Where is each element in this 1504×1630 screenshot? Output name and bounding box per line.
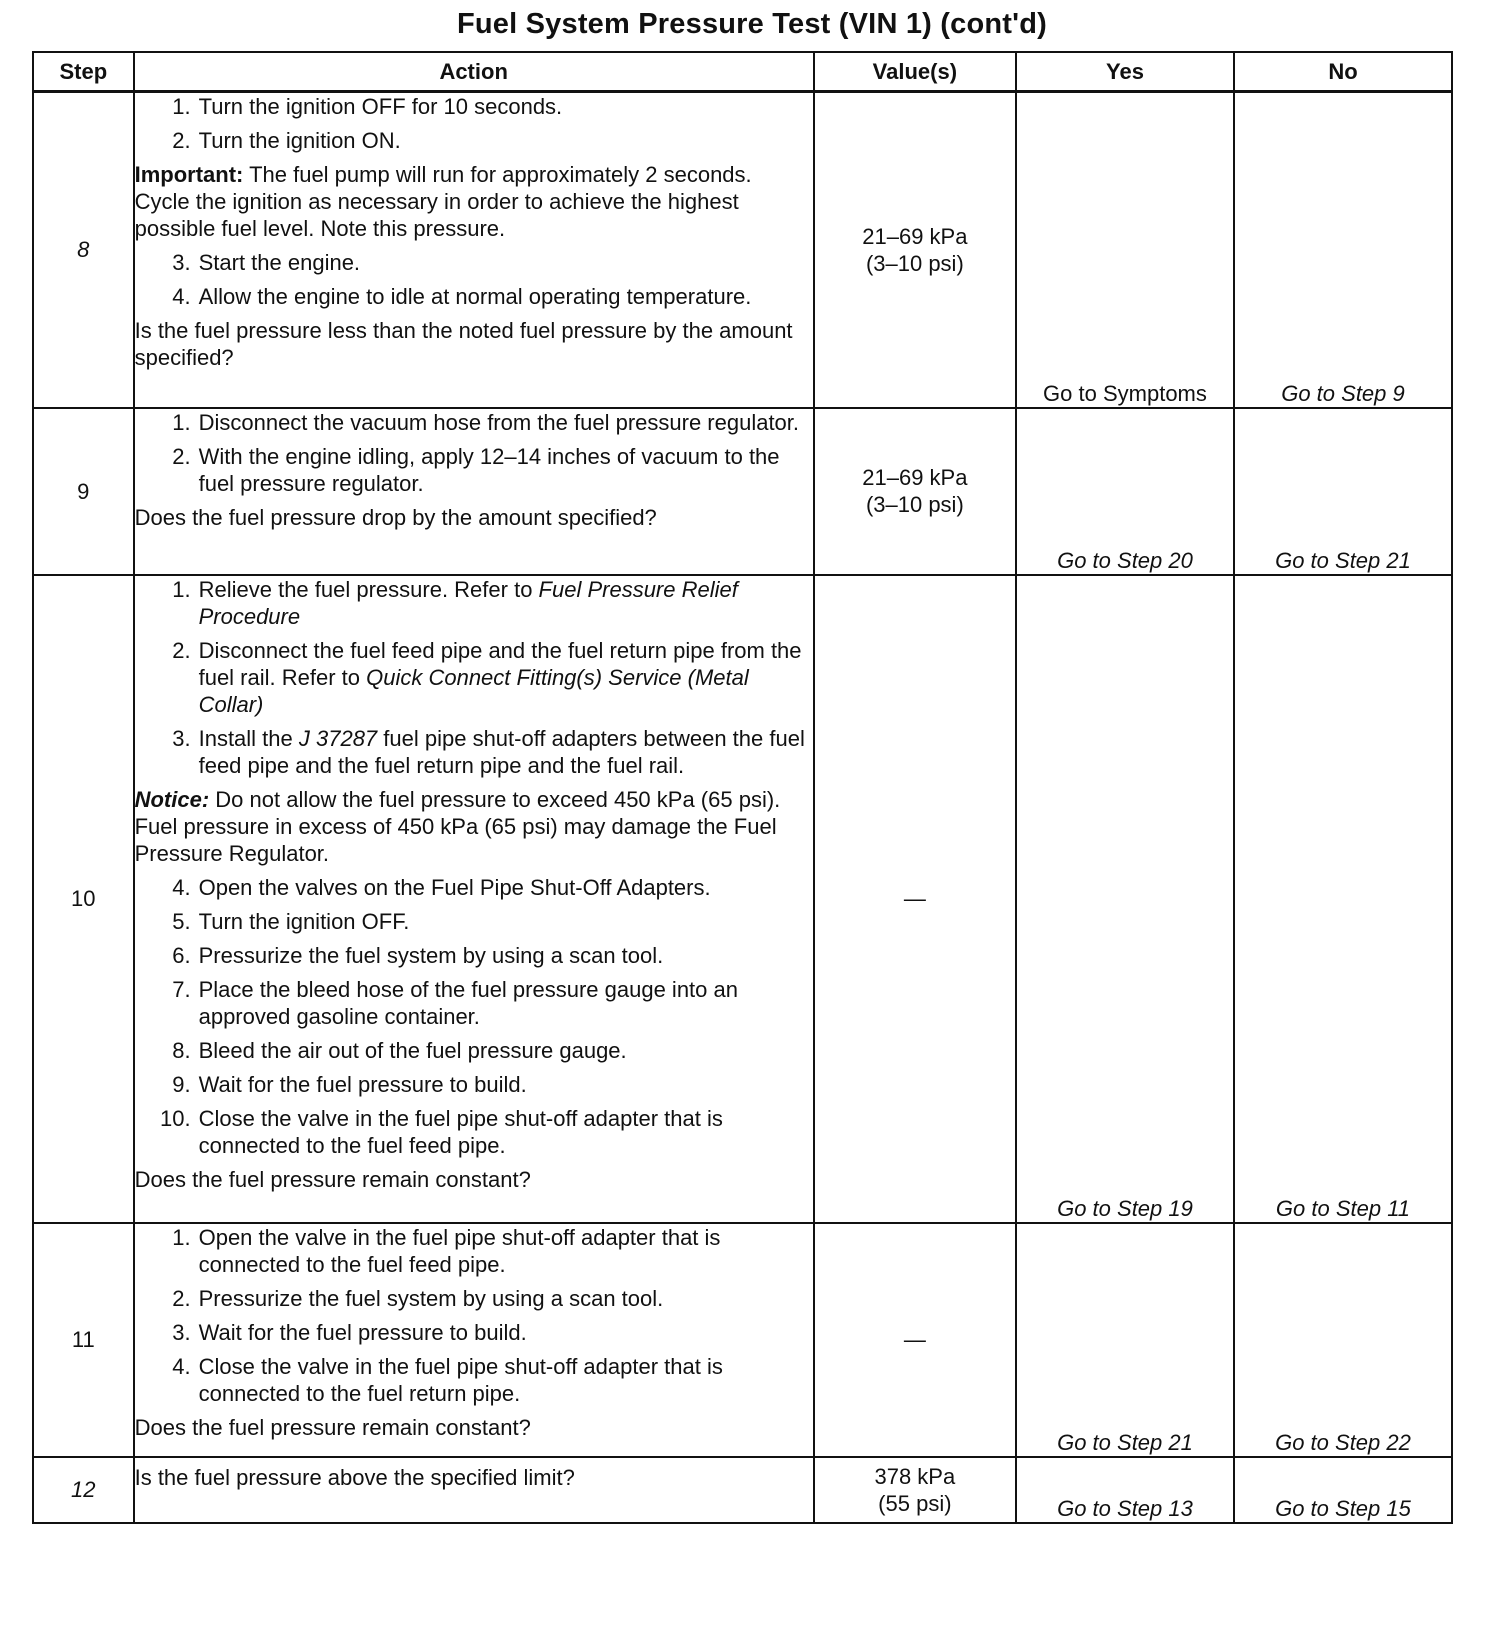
step-number: 12 [33,1457,134,1523]
no-cell: Go to Step 21 [1234,408,1452,575]
yes-cell: Go to Step 13 [1016,1457,1234,1523]
action-item: 10. Close the valve in the fuel pipe shut-off adapter that is connected to the fuel feed pipe. [160,1105,723,1158]
no-cell: Go to Step 15 [1234,1457,1452,1523]
action-item: 4. Close the valve in the fuel pipe shut-off adapter that is connected to the fuel return pipe. [172,1353,723,1406]
action-question: Is the fuel pressure less than the noted fuel pressure by the amount specified? [134,318,793,370]
action-cell [134,92,814,408]
table-row-step-11 [33,1223,1452,1457]
action-question: Does the fuel pressure remain constant? [134,1166,531,1192]
action-item: 2. Pressurize the fuel system by using a scan tool. [172,1285,664,1311]
action-question: Is the fuel pressure above the specified limit? [134,1464,575,1490]
action-item: 3. Start the engine. [172,250,361,275]
step-number: 9 [33,408,134,575]
header-yes: Yes [1016,52,1234,92]
action-item: 3. Wait for the fuel pressure to build. [172,1319,527,1345]
action-item: 1. Relieve the fuel pressure. Refer to Fuel Pressure Relief Procedure [172,576,738,629]
action-item: 4. Allow the engine to idle at normal operating temperature. [172,284,752,309]
action-cell [134,1223,814,1457]
yes-cell: Go to Step 21 [1016,1223,1234,1457]
table-header-row [33,52,1452,92]
value-cell: 21–69 kPa (3–10 psi) [814,92,1016,408]
yes-cell: Go to Symptoms [1016,92,1234,408]
table-row-step-8 [33,92,1452,408]
step-number: 11 [33,1223,134,1457]
action-item: 1. Turn the ignition OFF for 10 seconds. [172,94,563,119]
important-note: Important: The fuel pump will run for approximately 2 seconds. Cycle the ignition as necessary in order to achieve the highest possible fuel level. Note this pressure. [134,162,752,241]
action-item: 8. Bleed the air out of the fuel pressure gauge. [172,1037,627,1063]
table-row-step-12 [33,1457,1452,1523]
step-number: 8 [33,92,134,408]
action-cell [134,575,814,1223]
action-question: Does the fuel pressure remain constant? [134,1414,531,1440]
value-cell: 21–69 kPa (3–10 psi) [814,408,1016,575]
action-cell [134,408,814,575]
header-step: Step [33,52,134,92]
notice-note: Notice: Do not allow the fuel pressure to exceed 450 kPa (65 psi). Fuel pressure in excess of 450 kPa (65 psi) may damage the Fuel Pressure Regulator. [134,786,781,866]
action-cell [134,1457,814,1523]
header-no: No [1234,52,1452,92]
header-values: Value(s) [814,52,1016,92]
value-cell: — [814,1223,1016,1457]
action-item: 1. Open the valve in the fuel pipe shut-off adapter that is connected to the fuel feed pipe. [172,1224,721,1277]
action-item: 2. With the engine idling, apply 12–14 inches of vacuum to the fuel pressure regulator. [172,443,780,496]
yes-cell: Go to Step 19 [1016,575,1234,1223]
value-cell: 378 kPa (55 psi) [814,1457,1016,1523]
no-cell: Go to Step 11 [1234,575,1452,1223]
action-item: 2. Turn the ignition ON. [172,128,401,153]
action-item: 1. Disconnect the vacuum hose from the fuel pressure regulator. [172,409,800,435]
table-row-step-10 [33,575,1452,1223]
no-cell: Go to Step 9 [1234,92,1452,408]
page-title: Fuel System Pressure Test (VIN 1) (cont'd) [456,8,1048,40]
table-row-step-9 [33,408,1452,575]
action-item: 7. Place the bleed hose of the fuel pressure gauge into an approved gasoline container. [172,976,738,1029]
yes-cell: Go to Step 20 [1016,408,1234,575]
procedure-table [32,51,1453,1524]
action-item: 2. Disconnect the fuel feed pipe and the fuel return pipe from the fuel rail. Refer to Quick Connect Fitting(s) Service (Metal Collar) [172,637,802,717]
step-number: 10 [33,575,134,1223]
value-cell: — [814,575,1016,1223]
header-action: Action [134,52,814,92]
action-item: 3. Install the J 37287 fuel pipe shut-off adapters between the fuel feed pipe and the fuel return pipe and the fuel rail. [172,725,805,778]
no-cell: Go to Step 22 [1234,1223,1452,1457]
action-item: 4. Open the valves on the Fuel Pipe Shut-Off Adapters. [172,874,711,900]
action-question: Does the fuel pressure drop by the amount specified? [134,504,657,530]
action-item: 9. Wait for the fuel pressure to build. [172,1071,527,1097]
action-item: 5. Turn the ignition OFF. [172,908,410,934]
action-item: 6. Pressurize the fuel system by using a scan tool. [172,942,664,968]
